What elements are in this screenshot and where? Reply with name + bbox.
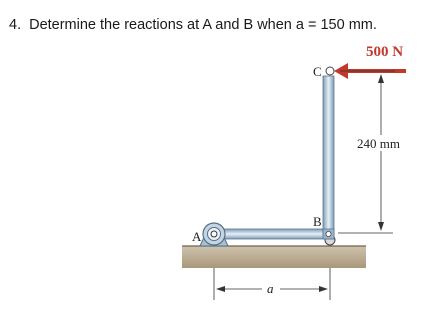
- label-a: A: [192, 229, 202, 244]
- question-body: Determine the reactions at A and B when a = 150 mm.: [29, 17, 377, 33]
- label-a-span: a: [267, 281, 274, 296]
- force-label: 500 N: [366, 44, 404, 60]
- pin-b: [326, 231, 331, 236]
- height-dimension: [338, 71, 395, 233]
- ground-surface: [182, 246, 366, 268]
- question-number: 4.: [9, 17, 22, 33]
- label-c: C: [313, 64, 322, 79]
- label-b: B: [313, 214, 322, 229]
- dimension-label: 240 mm: [357, 136, 400, 151]
- vertical-member: [323, 76, 334, 239]
- pin-support-a: [200, 223, 228, 246]
- pin-c: [326, 67, 334, 75]
- horizontal-member: [210, 229, 334, 239]
